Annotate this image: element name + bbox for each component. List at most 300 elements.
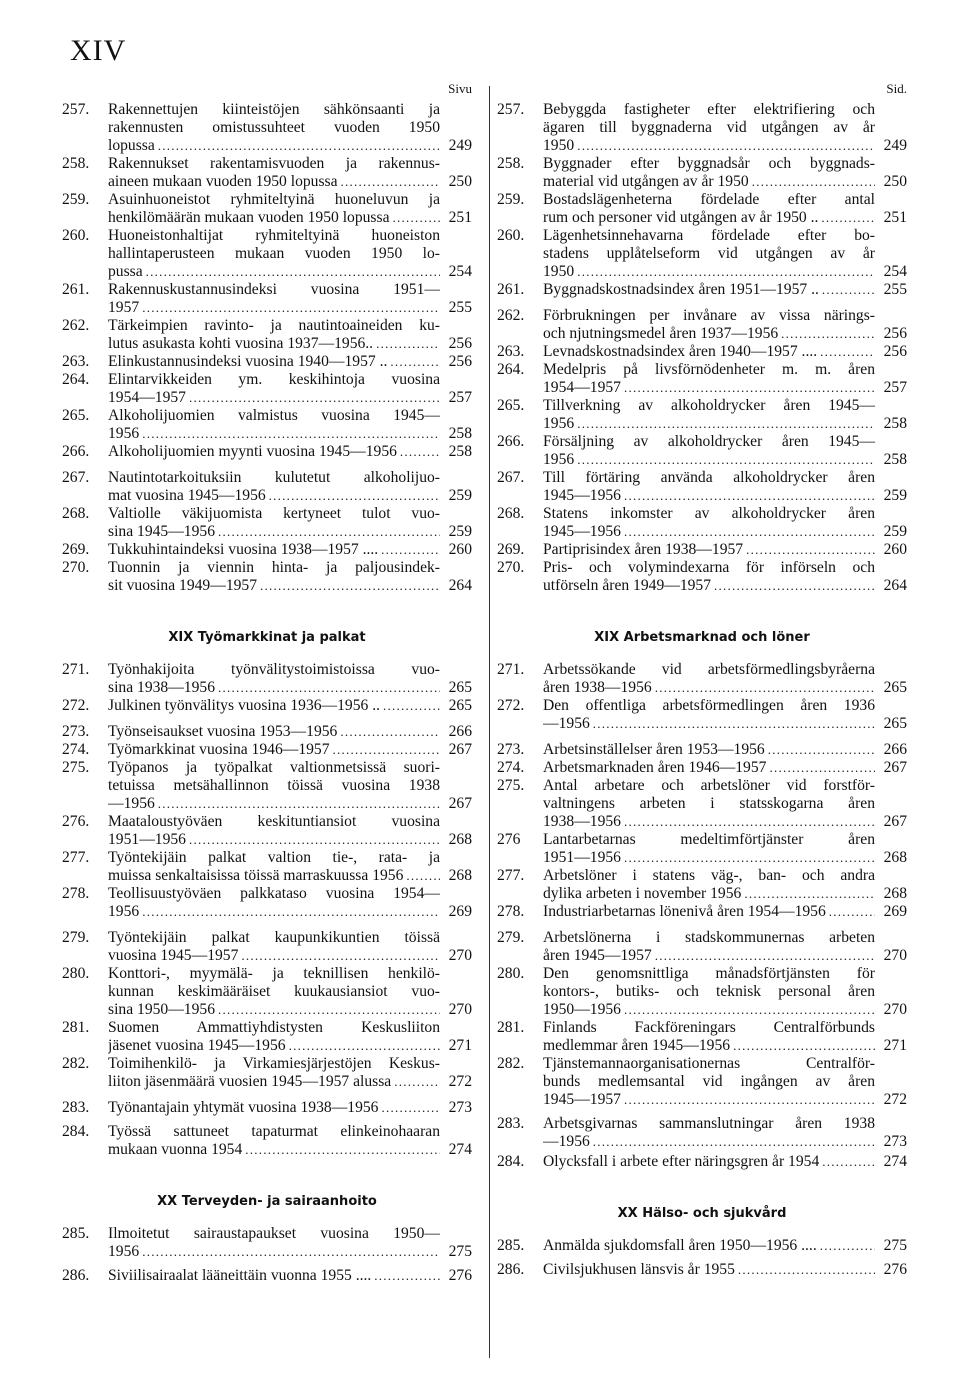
entry-page-number[interactable]: 264 xyxy=(883,577,907,594)
toc-entry[interactable] xyxy=(62,541,472,559)
entry-page-number[interactable]: 269 xyxy=(448,903,472,920)
entry-page-number[interactable]: 268 xyxy=(448,831,472,848)
entry-title-line: rakennusten omistussuhteet vuoden 1950 xyxy=(108,119,440,136)
dot-leader xyxy=(330,741,440,759)
entry-title-line: Rakennuskustannusindeksi vuosina 1951— xyxy=(108,281,440,298)
entry-title-line: Förbrukningen per invånare av vissa närings- xyxy=(543,307,875,324)
entry-number: 276. xyxy=(62,813,90,830)
section-group xyxy=(497,629,907,1171)
page-column-header: Sid. xyxy=(886,81,907,96)
toc-entry[interactable] xyxy=(62,469,472,505)
toc-entry[interactable] xyxy=(497,1055,907,1109)
entry-number: 266. xyxy=(497,433,525,450)
entry-number: 279. xyxy=(62,929,90,946)
dot-leader xyxy=(186,831,440,849)
entry-title-line: hallintaperusteen mukaan vuoden 1950 lo- xyxy=(108,245,440,262)
entry-number: 268. xyxy=(62,505,90,522)
entry-number: 264. xyxy=(497,361,525,378)
dot-leader xyxy=(139,1243,440,1261)
entry-page-number[interactable]: 250 xyxy=(883,173,907,190)
toc-entry[interactable] xyxy=(497,469,907,505)
entry-title-line: Elintarvikkeiden ym. keskihintoja vuosina xyxy=(108,371,440,388)
entry-number: 267. xyxy=(62,469,90,486)
dot-leader xyxy=(373,335,440,353)
entry-page-number[interactable]: 268 xyxy=(883,849,907,866)
entry-page-number[interactable]: 259 xyxy=(448,487,472,504)
entry-page-number[interactable]: 259 xyxy=(883,487,907,504)
entry-number: 281. xyxy=(62,1019,90,1036)
entry-number: 283. xyxy=(497,1115,525,1132)
dot-leader xyxy=(711,577,875,595)
toc-entry[interactable] xyxy=(62,407,472,443)
entry-title-line: 1951—1956 xyxy=(108,831,186,848)
entry-page-number[interactable]: 257 xyxy=(883,379,907,396)
column-divider xyxy=(489,86,490,1358)
entry-title-line: Bebyggda fastigheter efter elektrifiering och xyxy=(543,101,875,118)
entry-page-number[interactable]: 257 xyxy=(448,389,472,406)
entry-title-line: bunds medlemsantal vid ingången av åren xyxy=(543,1073,875,1090)
toc-entry[interactable] xyxy=(62,965,472,1019)
entry-page-number[interactable]: 271 xyxy=(883,1037,907,1054)
toc-entry[interactable] xyxy=(497,343,907,361)
toc-entry[interactable] xyxy=(497,101,907,155)
entry-page-number[interactable]: 269 xyxy=(883,903,907,920)
toc-entry[interactable] xyxy=(497,227,907,281)
entry-page-number[interactable]: 256 xyxy=(883,325,907,342)
entry-title-line: rum och personer vid utgången av år 1950 .. xyxy=(543,209,819,226)
entry-page-number[interactable]: 265 xyxy=(883,715,907,732)
entry-title-line: lopussa xyxy=(108,137,155,154)
toc-entry[interactable] xyxy=(62,155,472,191)
dot-leader xyxy=(749,173,875,191)
dot-leader xyxy=(826,903,875,921)
entry-page-number[interactable]: 267 xyxy=(448,741,472,758)
section-group xyxy=(62,1193,472,1285)
entry-page-number[interactable]: 272 xyxy=(448,1073,472,1090)
entry-title-line: tetuissa metsähallinnon töissä vuosina 1938 xyxy=(108,777,440,794)
entry-title-line: Arbetsmarknaden åren 1946—1957 xyxy=(543,759,767,776)
toc-entry[interactable] xyxy=(497,661,907,697)
entry-title-line: ägaren till byggnaderna vid utgången av år xyxy=(543,119,875,136)
entry-page-number[interactable]: 258 xyxy=(448,443,472,460)
toc-entry[interactable] xyxy=(62,723,472,741)
entry-number: 265. xyxy=(62,407,90,424)
dot-leader xyxy=(730,1037,875,1055)
toc-entry[interactable] xyxy=(62,813,472,849)
entry-page-number[interactable]: 271 xyxy=(448,1037,472,1054)
dot-leader xyxy=(735,1261,875,1279)
toc-entry[interactable] xyxy=(497,433,907,469)
entry-title-line: 1956 xyxy=(543,415,575,432)
dot-leader xyxy=(743,541,875,559)
toc-entry[interactable] xyxy=(497,867,907,903)
entry-page-number[interactable]: 270 xyxy=(883,1001,907,1018)
entry-page-number[interactable]: 258 xyxy=(883,415,907,432)
entry-title-line: Suomen Ammattiyhdistysten Keskusliiton xyxy=(108,1019,440,1036)
entry-page-number[interactable]: 267 xyxy=(883,759,907,776)
entry-page-number[interactable]: 259 xyxy=(883,523,907,540)
toc-entry[interactable] xyxy=(497,541,907,559)
dot-leader xyxy=(337,723,440,741)
entry-title-line: Työnantajain yhtymät vuosina 1938—1956 xyxy=(108,1099,379,1116)
entry-title-line: Elinkustannusindeksi vuosina 1940—1957 .. xyxy=(108,353,388,370)
toc-entry[interactable] xyxy=(497,307,907,343)
entry-title-line: Medelpris på livsförnödenheter m. m. åren xyxy=(543,361,875,378)
entry-page-number[interactable]: 265 xyxy=(883,679,907,696)
entry-title-line: kontors-, butiks- och teknisk personal åren xyxy=(543,983,875,1000)
entry-title-line: valtningens arbeten i statsskogarna åren xyxy=(543,795,875,812)
dot-leader xyxy=(371,1267,440,1285)
entry-number: 260. xyxy=(62,227,90,244)
toc-entry[interactable] xyxy=(62,1055,472,1091)
dot-leader xyxy=(378,1099,440,1117)
entry-title-line: Antal arbetare och arbetslöner vid forstför- xyxy=(543,777,875,794)
toc-entry[interactable] xyxy=(62,227,472,281)
page-column-header: Sivu xyxy=(448,81,472,96)
entry-title-line: 1954—1957 xyxy=(108,389,186,406)
entry-title-line: Civilsjukhusen länsvis år 1955 xyxy=(543,1261,735,1278)
entry-number: 286. xyxy=(62,1267,90,1284)
toc-entry[interactable] xyxy=(62,317,472,353)
toc-entry[interactable] xyxy=(62,505,472,541)
entry-title-line: sit vuosina 1949—1957 xyxy=(108,577,258,594)
entry-page-number[interactable]: 273 xyxy=(883,1133,907,1150)
entry-title-line: 1945—1957 xyxy=(543,1091,621,1108)
entry-title-line: Tukkuhintaindeksi vuosina 1938—1957 .... xyxy=(108,541,379,558)
toc-entry[interactable] xyxy=(62,929,472,965)
entry-page-number[interactable]: 255 xyxy=(883,281,907,298)
dot-leader xyxy=(390,209,441,227)
entry-number: 280. xyxy=(497,965,525,982)
entry-number: 278. xyxy=(497,903,525,920)
entry-page-number[interactable]: 267 xyxy=(883,813,907,830)
section-group xyxy=(497,101,907,595)
entry-page-number[interactable]: 275 xyxy=(448,1243,472,1260)
entry-number: 259. xyxy=(497,191,525,208)
entry-title-line: 1956 xyxy=(108,903,140,920)
entry-title-line: aineen mukaan vuoden 1950 lopussa xyxy=(108,173,338,190)
entry-number: 281. xyxy=(497,1019,525,1036)
entry-title-line: Olycksfall i arbete efter näringsgren år 1954 xyxy=(543,1153,820,1170)
dot-leader xyxy=(186,389,440,407)
entry-page-number[interactable]: 264 xyxy=(448,577,472,594)
dot-leader xyxy=(817,1237,875,1255)
entry-title-line: Asuinhuoneistot ryhmiteltyinä huoneluvun ja xyxy=(108,191,440,208)
entry-number: 282. xyxy=(497,1055,525,1072)
dot-leader xyxy=(143,263,440,281)
entry-page-number[interactable]: 270 xyxy=(883,947,907,964)
dot-leader xyxy=(741,885,875,903)
entry-page-number[interactable]: 251 xyxy=(883,209,907,226)
entry-number: 261. xyxy=(497,281,525,298)
entry-page-number[interactable]: 266 xyxy=(883,741,907,758)
entry-number: 273. xyxy=(62,723,90,740)
entry-title-line: kunnan keskimääräiset kuukausiansiot vuo- xyxy=(108,983,440,1000)
entry-title-line: mat vuosina 1945—1956 xyxy=(108,487,266,504)
dot-leader xyxy=(155,137,440,155)
entry-page-number[interactable]: 274 xyxy=(448,1141,472,1158)
entry-page-number[interactable]: 267 xyxy=(448,795,472,812)
entry-page-number[interactable]: 254 xyxy=(448,263,472,280)
entry-title-line: 1951—1956 xyxy=(543,849,621,866)
dot-leader xyxy=(242,1141,440,1159)
toc-entry[interactable] xyxy=(497,1237,907,1255)
toc-entry[interactable] xyxy=(62,101,472,155)
entry-number: 262. xyxy=(62,317,90,334)
entry-number: 285. xyxy=(62,1225,90,1242)
entry-title-line: jäsenet vuosina 1945—1956 xyxy=(108,1037,286,1054)
entry-page-number[interactable]: 274 xyxy=(883,1153,907,1170)
entry-title-line: stadens upplåtelseform vid utgången av år xyxy=(543,245,875,262)
toc-entry[interactable] xyxy=(62,741,472,759)
dot-leader xyxy=(215,1001,440,1019)
entry-title-line: Arbetslönerna i stadskommunernas arbeten xyxy=(543,929,875,946)
entry-title-line: Huoneistonhaltijat ryhmiteltyinä huoneiston xyxy=(108,227,440,244)
entry-number: 261. xyxy=(62,281,90,298)
section-title: XIX Työmarkkinat ja palkat xyxy=(168,630,366,645)
entry-title-line: Den genomsnittliga månadsförtjänsten för xyxy=(543,965,875,982)
dot-leader xyxy=(652,947,875,965)
toc-entry[interactable] xyxy=(62,1019,472,1055)
entry-page-number[interactable]: 255 xyxy=(448,299,472,316)
toc-entry[interactable] xyxy=(497,741,907,759)
toc-entry[interactable] xyxy=(497,1261,907,1279)
entry-title-line: Työpanos ja työpalkat valtionmetsissä suori- xyxy=(108,759,440,776)
toc-entry[interactable] xyxy=(62,1267,472,1285)
toc-entry[interactable] xyxy=(62,697,472,715)
section-title: XIX Arbetsmarknad och löner xyxy=(594,630,810,645)
toc-entry[interactable] xyxy=(497,697,907,733)
entry-page-number[interactable]: 270 xyxy=(448,1001,472,1018)
entry-page-number[interactable]: 258 xyxy=(448,425,472,442)
toc-entry[interactable] xyxy=(62,559,472,595)
entry-title-line: Finlands Fackföreningars Centralförbunds xyxy=(543,1019,875,1036)
dot-leader xyxy=(286,1037,440,1055)
entry-title-line: material vid utgången av år 1950 xyxy=(543,173,749,190)
entry-number: 269. xyxy=(62,541,90,558)
toc-entry[interactable] xyxy=(497,191,907,227)
toc-entry[interactable] xyxy=(497,777,907,831)
entry-title-line: Valtiolle väkijuomista kertyneet tulot vuo- xyxy=(108,505,440,522)
dot-leader xyxy=(778,325,875,343)
entry-title-line: Till förtäring använda alkoholdrycker åren xyxy=(543,469,875,486)
dot-leader xyxy=(391,1073,440,1091)
entry-number: 257. xyxy=(497,101,525,118)
dot-leader xyxy=(621,849,875,867)
entry-number: 269. xyxy=(497,541,525,558)
toc-entry[interactable] xyxy=(497,1115,907,1151)
entry-number: 266. xyxy=(62,443,90,460)
dot-leader xyxy=(155,795,440,813)
entry-title-line: 1956 xyxy=(108,425,140,442)
dot-leader xyxy=(257,577,440,595)
entry-title-line: Byggnadskostnadsindex åren 1951—1957 .. xyxy=(543,281,819,298)
entry-page-number[interactable]: 270 xyxy=(448,947,472,964)
entry-title-line: Siviilisairaalat lääneittäin vuonna 1955 .... xyxy=(108,1267,372,1284)
entry-title-line: Työntekijäin palkat valtion tie-, rata- ja xyxy=(108,849,440,866)
entry-title-line: Tillverkning av alkoholdrycker åren 1945— xyxy=(543,397,875,414)
entry-page-number[interactable]: 258 xyxy=(883,451,907,468)
dot-leader xyxy=(215,523,440,541)
entry-number: 279. xyxy=(497,929,525,946)
entry-page-number[interactable]: 260 xyxy=(883,541,907,558)
entry-title-line: åren 1938—1956 xyxy=(543,679,652,696)
toc-entry[interactable] xyxy=(497,155,907,191)
entry-title-line: åren 1945—1957 xyxy=(543,947,652,964)
dot-leader xyxy=(574,263,875,281)
entry-title-line: 1956 xyxy=(543,451,575,468)
entry-title-line: 1950—1956 xyxy=(543,1001,621,1018)
entry-title-line: mukaan vuonna 1954 xyxy=(108,1141,243,1158)
dot-leader xyxy=(652,679,875,697)
entry-title-line: medlemmar åren 1945—1956 xyxy=(543,1037,731,1054)
entry-page-number[interactable]: 249 xyxy=(883,137,907,154)
entry-title-line: Tuonnin ja viennin hinta- ja paljousindek- xyxy=(108,559,440,576)
section-group xyxy=(62,101,472,595)
toc-entry[interactable] xyxy=(497,831,907,867)
entry-title-line: pussa xyxy=(108,263,143,280)
entry-number: 270. xyxy=(497,559,525,576)
dot-leader xyxy=(338,173,440,191)
dot-leader xyxy=(765,741,875,759)
entry-number: 274. xyxy=(62,741,90,758)
dot-leader xyxy=(621,1001,875,1019)
entry-number: 263. xyxy=(62,353,90,370)
entry-title-line: muissa senkaltaisissa töissä marraskuussa 1956 xyxy=(108,867,404,884)
toc-entry[interactable] xyxy=(62,759,472,813)
toc-entry[interactable] xyxy=(497,929,907,965)
entry-title-line: Anmälda sjukdomsfall åren 1950—1956 .... xyxy=(543,1237,817,1254)
entry-title-line: Byggnader efter byggnadsår och byggnads- xyxy=(543,155,875,172)
entry-page-number[interactable]: 256 xyxy=(448,353,472,370)
toc-entry[interactable] xyxy=(62,661,472,697)
entry-title-line: Työnseisaukset vuosina 1953—1956 xyxy=(108,723,338,740)
entry-title-line: 1950 xyxy=(543,137,575,154)
entry-number: 275. xyxy=(62,759,90,776)
entry-page-number[interactable]: 268 xyxy=(448,867,472,884)
entry-title-line: Tjänstemannaorganisationernas Centralför- xyxy=(543,1055,875,1072)
finnish-column xyxy=(62,80,472,1285)
toc-entry[interactable] xyxy=(62,281,472,317)
toc-entry[interactable] xyxy=(62,1099,472,1117)
entry-title-line: liiton jäsenmäärä vuosien 1945—1957 alussa xyxy=(108,1073,392,1090)
toc-entry[interactable] xyxy=(62,191,472,227)
entry-page-number[interactable]: 251 xyxy=(448,209,472,226)
entry-title-line: vuosina 1945—1957 xyxy=(108,947,239,964)
dot-leader xyxy=(621,379,875,397)
toc-entry[interactable] xyxy=(497,759,907,777)
entry-title-line: Työmarkkinat vuosina 1946—1957 xyxy=(108,741,330,758)
dot-leader xyxy=(621,1091,875,1109)
toc-entry[interactable] xyxy=(497,397,907,433)
entry-title-line: Rakennukset rakentamisvuoden ja rakennus- xyxy=(108,155,440,172)
dot-leader xyxy=(574,137,875,155)
toc-entry[interactable] xyxy=(62,371,472,407)
dot-leader xyxy=(574,415,875,433)
dot-leader xyxy=(403,867,440,885)
entry-title-line: Toimihenkilö- ja Virkamiesjärjestöjen Keskus- xyxy=(108,1055,440,1072)
toc-entry[interactable] xyxy=(62,1225,472,1261)
toc-entry[interactable] xyxy=(497,361,907,397)
entry-number: 271. xyxy=(497,661,525,678)
entry-page-number[interactable]: 250 xyxy=(448,173,472,190)
toc-entry[interactable] xyxy=(497,505,907,541)
toc-entry[interactable] xyxy=(497,1019,907,1055)
entry-title-line: 1954—1957 xyxy=(543,379,621,396)
entry-title-line: 1950 xyxy=(543,263,575,280)
toc-entry[interactable] xyxy=(497,559,907,595)
entry-number: 264. xyxy=(62,371,90,388)
entry-page-number[interactable]: 276 xyxy=(883,1261,907,1278)
swedish-column xyxy=(497,80,907,1279)
entry-title-line: dylika arbeten i november 1956 xyxy=(543,885,742,902)
section-group xyxy=(497,1205,907,1279)
entry-page-number[interactable]: 273 xyxy=(448,1099,472,1116)
dot-leader xyxy=(139,903,440,921)
toc-entry[interactable] xyxy=(62,849,472,885)
entry-page-number[interactable]: 275 xyxy=(883,1237,907,1254)
entry-page-number[interactable]: 272 xyxy=(883,1091,907,1108)
entry-page-number[interactable]: 256 xyxy=(883,343,907,360)
entry-title-line: 1945—1956 xyxy=(543,487,621,504)
entry-title-line: —1956 xyxy=(543,715,590,732)
toc-entry[interactable] xyxy=(62,1123,472,1159)
entry-page-number[interactable]: 254 xyxy=(883,263,907,280)
entry-page-number[interactable]: 265 xyxy=(448,697,472,714)
entry-title-line: lutus asukasta kohti vuosina 1937—1956.. xyxy=(108,335,374,352)
entry-title-line: Lantarbetarnas medeltimförtjänster åren xyxy=(543,831,875,848)
entry-number: 273. xyxy=(497,741,525,758)
entry-number: 276 xyxy=(497,831,521,848)
entry-page-number[interactable]: 276 xyxy=(448,1267,472,1284)
entry-number: 265. xyxy=(497,397,525,414)
entry-page-number[interactable]: 260 xyxy=(448,541,472,558)
dot-leader xyxy=(574,451,875,469)
entry-page-number[interactable]: 249 xyxy=(448,137,472,154)
toc-entry[interactable] xyxy=(62,443,472,461)
entry-page-number[interactable]: 256 xyxy=(448,335,472,352)
entry-page-number[interactable]: 265 xyxy=(448,679,472,696)
dot-leader xyxy=(817,343,875,361)
dot-leader xyxy=(590,715,875,733)
entry-title-line: Lägenhetsinnehavarna fördelade efter bo- xyxy=(543,227,875,244)
entry-title-line: Industriarbetarnas lönenivå åren 1954—1956 xyxy=(543,903,826,920)
entry-title-line: Työntekijäin palkat kaupunkikuntien töissä xyxy=(108,929,440,946)
toc-entry[interactable] xyxy=(497,903,907,921)
dot-leader xyxy=(766,759,875,777)
toc-entry[interactable] xyxy=(497,965,907,1019)
dot-leader xyxy=(238,947,440,965)
entry-page-number[interactable]: 268 xyxy=(883,885,907,902)
entry-number: 262. xyxy=(497,307,525,324)
entry-title-line: sina 1950—1956 xyxy=(108,1001,215,1018)
entry-title-line: Nautintotarkoituksiin kulutetut alkoholijuo- xyxy=(108,469,440,486)
toc-entry[interactable] xyxy=(62,353,472,371)
toc-entry[interactable] xyxy=(497,281,907,299)
entry-title-line: Arbetsinställelser åren 1953—1956 xyxy=(543,741,765,758)
entry-number: 277. xyxy=(62,849,90,866)
entry-page-number[interactable]: 266 xyxy=(448,723,472,740)
entry-page-number[interactable]: 259 xyxy=(448,523,472,540)
toc-entry[interactable] xyxy=(497,1153,907,1171)
entry-title-line: henkilömäärän mukaan vuoden 1950 lopussa xyxy=(108,209,390,226)
entry-title-line: Työssä sattuneet tapaturmat elinkeinohaaran xyxy=(108,1123,440,1140)
entry-title-line: Alkoholijuomien myynti vuosina 1945—1956 xyxy=(108,443,397,460)
entry-number: 270. xyxy=(62,559,90,576)
entry-number: 272. xyxy=(497,697,525,714)
toc-entry[interactable] xyxy=(62,885,472,921)
entry-title-line: Ilmoitetut sairaustapaukset vuosina 1950— xyxy=(108,1225,440,1242)
